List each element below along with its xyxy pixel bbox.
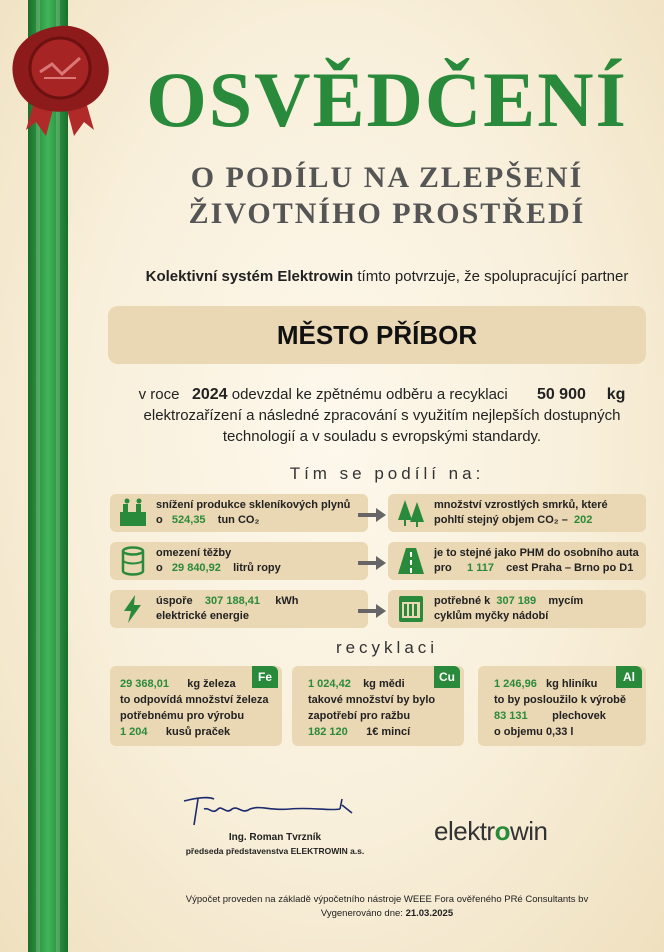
partner-name: MĚSTO PŘÍBOR: [108, 306, 646, 364]
statement-paragraph: [100, 384, 664, 447]
fe-value-2: 1 204: [120, 726, 148, 738]
box-energy: [110, 590, 368, 628]
green-ribbon: [28, 0, 68, 952]
al-unit-2: plechovek: [552, 710, 606, 722]
para-line-2: elektrozařízení a následné zpracování s využitím nejlepších dostupných: [143, 407, 621, 424]
box-co2: [110, 494, 368, 532]
box-trees: [388, 494, 646, 532]
factory-icon: [118, 498, 148, 528]
spruce-trees-icon: [396, 498, 426, 528]
fe-value: 29 368,01: [120, 678, 169, 690]
signature-icon: [180, 795, 360, 831]
para-in-year: v roce: [138, 386, 180, 403]
para-unit: kg: [606, 386, 626, 403]
confirm-rest: tímto potvrzuje, že spolupracující partner: [353, 268, 629, 285]
highway-icon: [396, 546, 426, 576]
cu-line-3: zapotřebí pro ražbu: [308, 710, 411, 722]
al-line-2: to by posloužilo k výrobě: [494, 694, 627, 706]
para-year: 2024: [191, 386, 228, 403]
trees-label: množství vzrostlých smrků, které: [434, 499, 608, 511]
mining-value: 29 840,92: [171, 562, 221, 574]
fe-unit: kg železa: [187, 678, 236, 690]
arrow-right-icon: [358, 508, 386, 522]
co2-unit: tun CO₂: [217, 514, 260, 526]
section-heading-impact: Tím se podílí na:: [289, 464, 485, 483]
cu-line-2: takové množství by bylo: [308, 694, 436, 706]
section-heading-recycling: recyklaci: [335, 638, 439, 657]
element-symbol-fe: Fe: [252, 666, 278, 688]
footer-generated-date: 21.03.2025: [405, 908, 454, 919]
dish-unit: mycím: [548, 595, 584, 607]
fe-unit-2: kusů praček: [165, 726, 231, 738]
cu-value-2: 182 120: [308, 726, 348, 738]
dish-label: potřebné k: [434, 595, 491, 607]
mining-unit: litrů ropy: [233, 562, 281, 574]
co2-label: snížení produkce skleníkových plynů: [156, 499, 351, 511]
al-value: 1 246,96: [494, 678, 537, 690]
co2-prefix: o: [156, 514, 163, 526]
confirm-issuer: Kolektivní systém Elektrowin: [145, 268, 354, 285]
card-aluminium: [478, 666, 646, 746]
arrow-right-icon: [358, 604, 386, 618]
card-copper: [292, 666, 464, 746]
energy-label: úspoře: [156, 595, 193, 607]
card-iron: [110, 666, 282, 746]
al-line-4: o objemu 0,33 l: [494, 726, 574, 738]
energy-value: 307 188,41: [204, 595, 260, 607]
fe-line-3: potřebnému pro výrobu: [120, 710, 245, 722]
dish-label-2: cyklům myčky nádobí: [434, 610, 549, 622]
box-mining: [110, 542, 368, 580]
car-value: 1 117: [467, 562, 494, 574]
logo-part-1: elektr: [434, 816, 495, 846]
para-line-3: technologií a v souladu s evropskými standardy.: [222, 428, 542, 445]
fe-line-2: to odpovídá množství železa: [120, 694, 269, 706]
dishwasher-icon: [396, 594, 426, 624]
footer-generated: [110, 908, 664, 919]
subtitle-line-1: O PODÍLU NA ZLEPŠENÍ: [190, 161, 584, 194]
logo-part-2: o: [494, 816, 510, 846]
box-dishwasher: [388, 590, 646, 628]
trees-value: 202: [573, 514, 593, 526]
trees-label-2: pohltí stejný objem CO₂ –: [434, 514, 568, 526]
certificate-title: OSVĚDČENÍ: [146, 56, 628, 143]
para-text: odevzdal ke zpětnému odběru a recyklaci: [231, 386, 508, 403]
para-amount: 50 900: [536, 386, 586, 403]
element-symbol-cu: Cu: [434, 666, 460, 688]
footer-note: Výpočet proveden na základě výpočetního nástroje WEEE Fora ověřeného PRé Consultants bv: [185, 894, 589, 905]
confirm-statement: [110, 268, 664, 285]
oil-barrel-icon: [118, 546, 148, 576]
lightning-icon: [118, 594, 148, 624]
logo-part-3: win: [509, 816, 548, 846]
subtitle-line-2: ŽIVOTNÍHO PROSTŘEDÍ: [188, 197, 586, 230]
co2-value: 524,35: [171, 514, 206, 526]
car-unit: cest Praha – Brno po D1: [506, 562, 634, 574]
car-label: je to stejné jako PHM do osobního auta: [434, 547, 639, 559]
mining-prefix: o: [156, 562, 163, 574]
wax-seal-icon: [0, 18, 120, 138]
cu-value: 1 024,42: [308, 678, 351, 690]
energy-unit: kWh: [275, 595, 299, 607]
car-prefix: pro: [434, 562, 452, 574]
al-value-2: 83 131: [494, 710, 528, 722]
al-unit: kg hliníku: [546, 678, 598, 690]
element-symbol-al: Al: [616, 666, 642, 688]
dish-value: 307 189: [496, 595, 537, 607]
arrow-right-icon: [358, 556, 386, 570]
signatory-role: předseda představenstva ELEKTROWIN a.s.: [185, 846, 365, 856]
mining-label: omezení těžby: [156, 547, 232, 559]
elektrowin-logo: [434, 816, 547, 847]
energy-label-2: elektrické energie: [156, 610, 249, 622]
box-car: [388, 542, 646, 580]
cu-unit-2: 1€ mincí: [366, 726, 411, 738]
cu-unit: kg mědi: [363, 678, 405, 690]
signatory-name: Ing. Roman Tvrzník: [228, 832, 322, 843]
footer-generated-label: Vygenerováno dne:: [320, 908, 403, 919]
